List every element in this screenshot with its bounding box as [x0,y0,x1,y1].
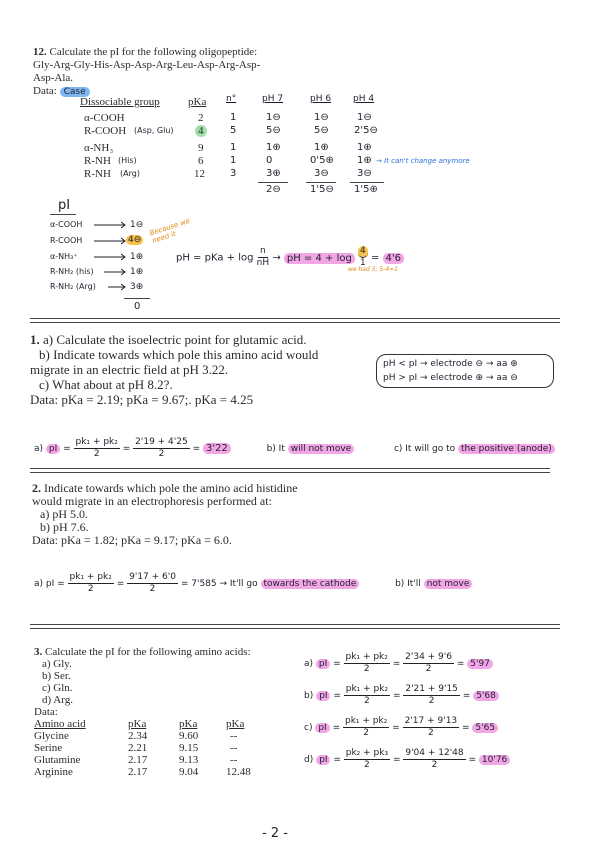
list-item: c) Gln. [42,682,73,694]
pka2-cell: 9.04 [179,766,199,778]
amino-acid-table [34,718,274,778]
problem-2-answers: a) pI = $\frac{\text{pk₁ + pk₂}}{2}$ = $\frac{9'17 + 6'0}{2}$ = 7'585 → It'll go towards the cathode b) It'll not move [34,572,574,595]
group-cell: R-COOH [84,125,127,137]
problem-text: a) pH 5.0. [40,507,88,521]
sum-line [350,182,384,183]
ph6-cell: 0'5⊕ [310,155,334,166]
arrow: → [272,252,281,264]
pi-group: R-COOH [50,236,83,245]
pka-cell: 6 [198,155,204,167]
answer-fraction: $\frac{\text{pk₁ + pk₂}}{2}$ [344,716,388,738]
section-divider [30,624,560,625]
pi-title-line [50,214,76,215]
pi-group: α-COOH [50,220,83,229]
pi-val: 1⊕ [130,252,144,262]
answer-label: d) [304,755,314,765]
pi-total: 0 [134,301,141,312]
answer-label: c) It will go to [393,444,456,454]
equation-lhs: pH = pKa + log [176,252,254,264]
ph7-cell: 0 [266,155,273,166]
table-row [84,125,384,138]
pi-symbol: pI [46,444,60,454]
total-ph4: 1'5⊕ [354,184,378,195]
section-divider [30,628,560,629]
pi-group: α-NH₃⁺ [50,252,78,261]
pi-title: pI [58,198,71,213]
problem-text: Calculate the pI for the following oligopeptide: [49,46,258,58]
group-note: (His) [118,156,137,165]
problem-12-statement [33,46,333,99]
section-divider [30,468,550,469]
pi-symbol: pI [316,659,330,669]
ph4-cell: 2'5⊖ [354,125,378,136]
data-label: Data: [33,85,57,97]
rule-line: pH > pI → electrode ⊕ → aa ⊖ [383,373,518,383]
col-header: pKa [128,718,147,730]
problem-text: Indicate towards which pole the amino acid histidine [44,481,298,495]
section-divider [30,318,560,319]
because-note: Because we need it [148,216,192,246]
ph7-cell: 5⊖ [266,125,281,136]
col-header-ph7: pH 7 [262,94,284,104]
data-label: Data: [34,706,58,718]
answer-label: b) It'll [395,579,421,589]
problem-3-statement [34,646,284,718]
pi-group: R-NH₂ (Arg) [50,282,96,291]
name-cell: Serine [34,742,63,754]
group-note: (Asp, Glu) [134,126,174,135]
answer-label: a) [34,444,44,454]
table-row [84,142,384,155]
problem-text: would migrate in an electrophoresis performed at: [32,494,272,508]
total-ph7: 2⊖ [266,184,281,195]
pi-val: 1⊖ [130,220,144,230]
answer-fraction: $\frac{2'34 + 9'6}{2}$ [405,652,452,674]
table-row [34,730,274,742]
answer-line: d) pI = $\frac{\text{pk₂ + pk₃}}{2}$ = $\frac{9'04 + 12'48}{2}$ = 10'76 [304,748,510,771]
pka1-cell: 2.34 [128,730,148,742]
table-row [34,766,274,778]
pka2-cell: 9.60 [179,730,199,742]
group-cell: α-COOH [84,112,125,124]
col-header-ph4: pH 4 [353,94,375,104]
table-row [84,112,384,125]
table-row [34,742,274,754]
pka-cell: 2 [198,112,204,124]
pka3-cell: 12.48 [226,766,251,778]
problem-text: Calculate the pI for the following amino acids: [45,646,251,658]
pi-row [50,252,78,261]
ph6-cell: 3⊖ [314,168,329,179]
pka2-cell: 9.13 [179,754,199,766]
answer-label: c) [304,723,313,733]
pka-cell: 12 [194,168,205,180]
ph4-cell: 1⊕ [357,155,372,166]
pka3-cell: -- [230,730,238,742]
pi-row [50,267,94,276]
problem-number: 1. [30,332,40,347]
pi-symbol: pI [316,691,330,701]
answer-text: = 7'585 → It'll go [180,579,258,589]
answer-highlight: will not move [288,444,354,454]
answer-fraction: $\frac{9'04 + 12'48}{2}$ [405,748,464,770]
table-header [34,718,274,730]
case-tag: Case [60,87,90,97]
problem-2-statement [32,482,352,547]
pi-val: 1⊕ [130,267,144,277]
problem-1-answers: a) pI = $\frac{\text{pk₁ + pk₂}}{2}$ = $\frac{2'19 + 4'25}{2}$ = 3'22 b) It will not move c) It will go to the positive (anode) [34,437,574,460]
col-header: pKa [179,718,198,730]
problem-text: migrate in an electric field at pH 3.22. [30,362,229,377]
ph7-cell: 3⊕ [266,168,281,179]
answer-result: 10'76 [479,755,510,765]
problem-number: 2. [32,481,41,495]
group-cell: α-NH₃ [84,142,114,154]
pka-cell: 9 [198,142,204,154]
section-divider [30,472,550,473]
problem-data: Data: pKa = 1.82; pKa = 9.17; pKa = 6.0. [32,533,232,547]
list-item: a) Gly. [42,658,72,670]
electrode-rule-box [376,354,554,388]
n-cell: 1 [230,155,237,166]
answer-label: b) [304,691,314,701]
n-cell: 3 [230,168,237,179]
table-row [34,754,274,766]
problem-1-statement [30,332,370,407]
problem-number: 3. [34,646,43,658]
answer-fraction: $\frac{9'17 + 6'0}{2}$ [129,572,176,594]
ph4-cell: 3⊖ [357,168,372,179]
answer-label: a) pI = [34,579,65,589]
sum-line [258,182,288,183]
pka3-cell: -- [230,754,238,766]
answer-line: c) pI = $\frac{\text{pk₁ + pk₂}}{2}$ = $\frac{2'17 + 9'13}{2}$ = 5'65 [304,716,498,739]
equation-note: we had 5, 5-4=1 [348,266,398,273]
pka3-cell: -- [230,742,238,754]
page-number: - 2 - [262,826,288,841]
problem-data: Data: pKa = 2.19; pKa = 9.67;. pKa = 4.25 [30,392,254,407]
pi-row [50,282,96,291]
pka1-cell: 2.21 [128,742,148,754]
rule-line: pH < pI → electrode ⊖ → aa ⊕ [383,359,518,369]
answer-highlight: towards the cathode [261,579,360,589]
group-cell: R-NH [84,155,111,167]
answer-fraction: $\frac{\text{pk₁ + pk₂}}{2}$ [69,572,112,594]
pi-group: R-NH₂ (his) [50,267,94,276]
n-cell: 5 [230,125,237,136]
pka-cell: 4 [195,125,207,137]
answer-fraction: $\frac{\text{pk₁ + pk₂}}{2}$ [345,684,389,706]
answer-line: b) pI = $\frac{\text{pk₁ + pk₂}}{2}$ = $\frac{2'21 + 9'15}{2}$ = 5'68 [304,684,499,707]
total-ph6: 1'5⊖ [310,184,334,195]
answer-fraction: $\frac{\text{pk₁ + pk₂}}{2}$ [345,652,388,674]
group-cell: R-NH [84,168,111,180]
ph4-cell: 1⊕ [357,142,372,153]
col-header: Amino acid [34,718,86,730]
col-header-n: n° [226,94,237,104]
problem-text: a) Calculate the isoelectric point for glutamic acid. [43,332,307,347]
pi-symbol: pI [315,723,329,733]
problem-number: 12. [33,46,47,58]
answer-label: a) [304,659,314,669]
pi-row [50,220,82,229]
problem-text: c) What about at pH 8.2?. [39,377,173,392]
answer-fraction: $\frac{2'21 + 9'15}{2}$ [405,684,458,706]
name-cell: Glycine [34,730,69,742]
log-fraction: $\frac{4}{1}$ [360,246,366,268]
group-note: (Arg) [120,169,140,178]
ph6-cell: 5⊖ [314,125,329,136]
answer-line: a) pI = $\frac{\text{pk₁ + pk₂}}{2}$ = $\frac{2'34 + 9'6}{2}$ = 5'97 [304,652,493,675]
answer-fraction: $\frac{\text{pk₂ + pk₃}}{2}$ [345,748,389,770]
pka2-cell: 9.15 [179,742,199,754]
answer-highlight: the positive (anode) [458,444,555,454]
answer-label: b) It [266,444,285,454]
n-cell: 1 [230,112,237,123]
list-item: d) Arg. [42,694,73,706]
col-header-group: Dissociable group [80,96,160,108]
pi-val: 3⊕ [130,282,144,292]
ph6-cell: 1⊕ [314,142,329,153]
n-cell: 1 [230,142,237,153]
pka1-cell: 2.17 [128,766,148,778]
problem-text: Asp-Ala. [33,72,74,84]
answer-fraction: $\frac{2'17 + 9'13}{2}$ [404,716,458,738]
answer-result: 5'65 [472,723,498,733]
section-divider [30,322,560,323]
equation-result: 4'6 [383,253,404,264]
answer-fraction: $\frac{\text{pk₁ + pk₂}}{2}$ [75,437,118,459]
ph6-cell: 1⊖ [314,112,329,123]
problem-text: b) pH 7.6. [40,520,89,534]
ph-equation: pH = pKa + log $\frac{n}{nH}$ → pH = 4 + log $\frac{4}{1}$ = 4'6 [176,246,404,269]
sum-line [306,182,336,183]
ph4-note: → It can't change anymore [376,157,470,165]
problem-text: b) Indicate towards which pole this amino acid would [39,347,319,362]
answer-result: 3'22 [203,443,231,454]
pi-row [50,236,82,245]
ph7-cell: 1⊕ [266,142,281,153]
problem-text: Gly-Arg-Gly-His-Asp-Asp-Arg-Leu-Asp-Arg-Asp- [33,59,261,71]
answer-highlight: not move [424,579,473,589]
col-header-ph6: pH 6 [310,94,332,104]
pka1-cell: 2.17 [128,754,148,766]
ph4-cell: 1⊖ [357,112,372,123]
pi-val: 4⊖ [128,235,142,245]
answer-result: 5'68 [473,691,499,701]
answer-fraction: $\frac{2'19 + 4'25}{2}$ [135,437,188,459]
equation-fraction: $\frac{n}{nH}$ [256,246,270,268]
table-row [84,168,384,181]
pi-symbol: pI [316,755,330,765]
col-header: pKa [226,718,245,730]
table-row [84,155,470,168]
answer-result: 5'97 [467,659,493,669]
ph7-cell: 1⊖ [266,112,281,123]
col-header-pka: pKa [188,96,207,108]
pi-arrows [94,218,154,308]
pi-sum-line [124,298,150,299]
name-cell: Glutamine [34,754,81,766]
equation-step: pH = 4 + log [284,253,355,264]
list-item: b) Ser. [42,670,71,682]
name-cell: Arginine [34,766,73,778]
